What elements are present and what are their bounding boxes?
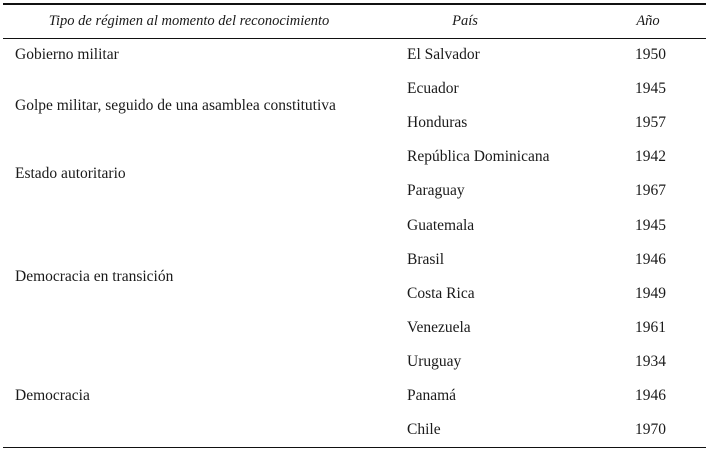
top-rule (3, 3, 706, 5)
year-cell: 1961 (635, 318, 666, 336)
year-cell: 1945 (635, 80, 666, 98)
year-cell: 1967 (635, 182, 666, 200)
regime-cell: Gobierno militar (15, 46, 119, 63)
year-cell: 1934 (635, 352, 666, 370)
year-cell: 1949 (635, 284, 666, 302)
header-rule (3, 38, 706, 39)
bottom-rule (3, 447, 706, 448)
regime-cell: Democracia (15, 387, 90, 404)
country-cell: Venezuela (407, 318, 471, 336)
regime-cell: Estado autoritario (15, 165, 126, 183)
country-cell: Costa Rica (407, 284, 475, 302)
country-cell: Chile (407, 421, 441, 439)
year-cell: 1945 (635, 216, 666, 234)
year-cell: 1950 (635, 46, 666, 63)
country-cell: Panamá (407, 387, 457, 404)
header-regime: Tipo de régimen al momento del reconocimiento (48, 13, 330, 29)
header-country: País (452, 13, 478, 29)
country-cell: Guatemala (407, 216, 475, 234)
header-year: Año (636, 13, 660, 29)
country-cell: El Salvador (407, 46, 480, 63)
year-cell: 1946 (635, 387, 666, 404)
country-cell: Ecuador (407, 80, 459, 98)
country-cell: República Dominicana (407, 148, 550, 166)
country-cell: Uruguay (407, 352, 462, 370)
regime-cell: Golpe militar, seguido de una asamblea constitutiva (15, 97, 336, 115)
year-cell: 1970 (635, 421, 666, 439)
country-cell: Paraguay (407, 182, 465, 200)
country-cell: Brasil (407, 250, 445, 268)
year-cell: 1946 (635, 250, 666, 268)
regime-cell: Democracia en transición (15, 267, 174, 285)
country-cell: Honduras (407, 114, 468, 132)
year-cell: 1957 (635, 114, 666, 132)
year-cell: 1942 (635, 148, 666, 166)
